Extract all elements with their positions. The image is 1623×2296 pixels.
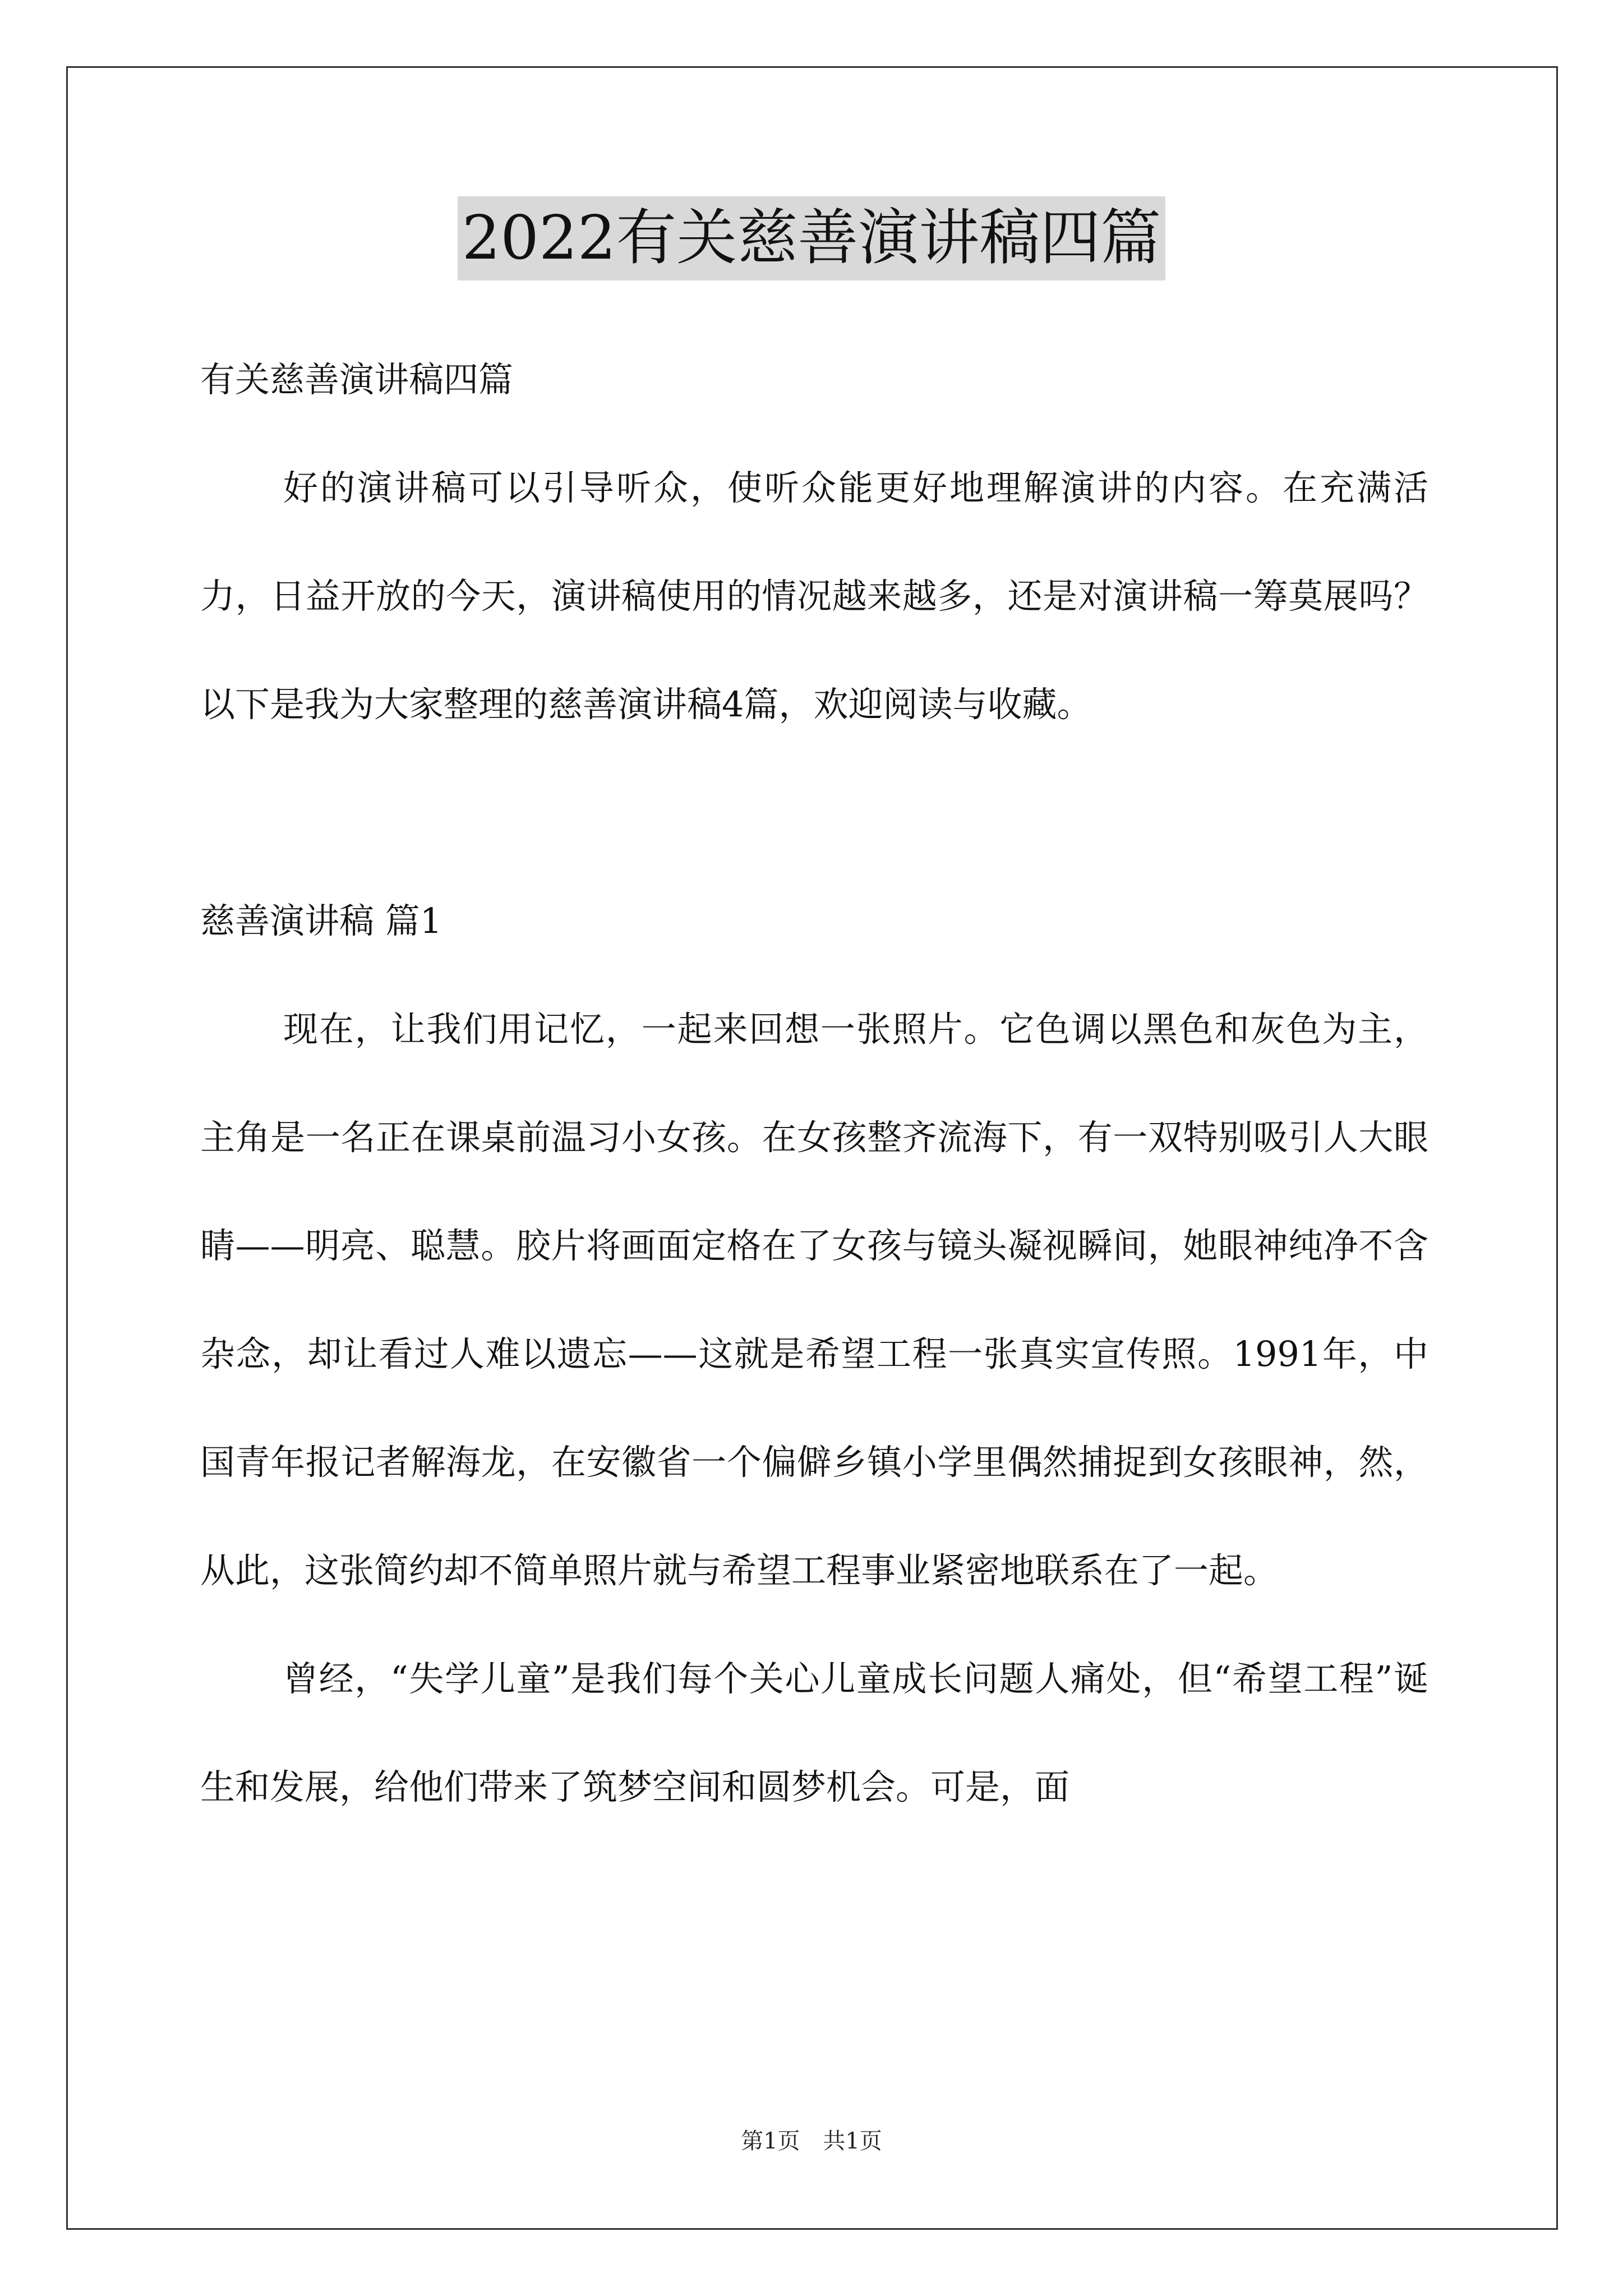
document-title: 2022有关慈善演讲稿四篇	[458, 196, 1166, 280]
document-body	[200, 325, 1428, 1841]
document-subtitle: 有关慈善演讲稿四篇	[200, 359, 514, 400]
intro-paragraph: 好的演讲稿可以引导听众，使听众能更好地理解演讲的内容。在充满活力，日益开放的今天，演讲稿使用的情况越来越多，还是对演讲稿一筹莫展吗？以下是我为大家整理的慈善演讲稿4篇，欢迎阅读与收藏。	[200, 467, 1428, 725]
body-paragraph-1: 现在，让我们用记忆，一起来回想一张照片。它色调以黑色和灰色为主，主角是一名正在课桌前温习小女孩。在女孩整齐流海下，有一双特别吸引人大眼睛——明亮、聪慧。胶片将画面定格在了女孩与镜头凝视瞬间，她眼神纯净不含杂念，却让看过人难以遗忘——这就是希望工程一张真实宣传照。1991年，中国青年报记者解海龙，在安徽省一个偏僻乡镇小学里偶然捕捉到女孩眼神，然，从此，这张简约却不简单照片就与希望工程事业紧密地联系在了一起。	[200, 1009, 1428, 1591]
section-spacer	[200, 758, 1428, 867]
page-number: 第1页	[741, 2128, 800, 2154]
body-paragraph-2: 曾经，“失学儿童”是我们每个关心儿童成长问题人痛处，但“希望工程”诞生和发展，给他们带来了筑梦空间和圆梦机会。可是，面	[200, 1658, 1428, 1807]
page-count: 共1页	[823, 2128, 882, 2154]
section-heading: 慈善演讲稿 篇1	[200, 900, 442, 941]
title-container	[0, 196, 1623, 280]
page-footer	[0, 2123, 1623, 2155]
